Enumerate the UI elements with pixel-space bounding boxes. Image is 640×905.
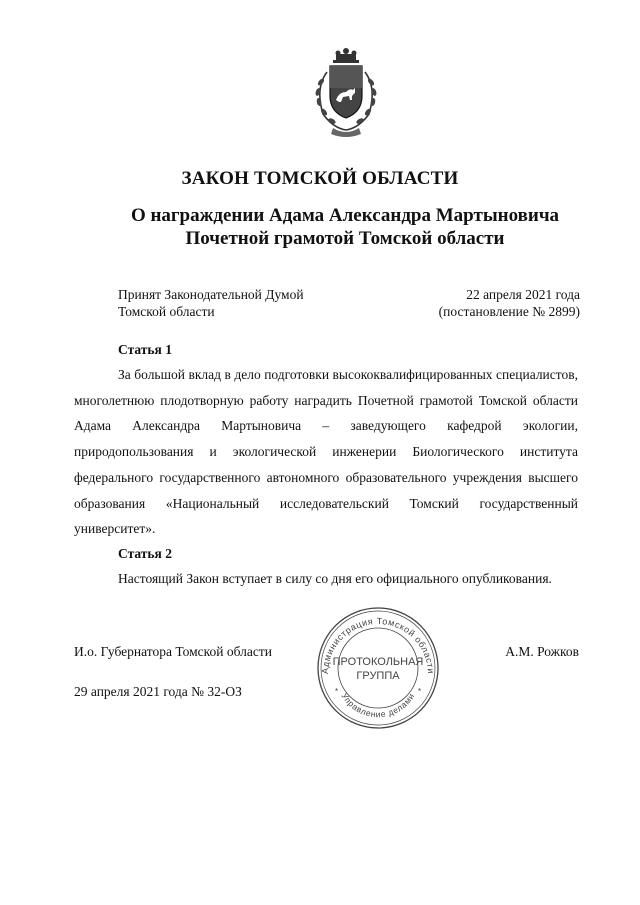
- svg-text:*: *: [418, 687, 422, 696]
- adoption-date-block: [439, 286, 580, 320]
- adoption-date: 22 апреля 2021 года: [466, 287, 580, 302]
- article-2-heading: Статья 2: [118, 546, 172, 561]
- article-1-heading: Статья 1: [118, 342, 172, 357]
- svg-text:Управление делами: [339, 691, 416, 719]
- official-stamp-icon: [314, 604, 442, 732]
- signer-role: И.о. Губернатора Томской области: [74, 644, 272, 659]
- law-subtitle-line: О награждении Адама Александра Мартыновича: [130, 205, 560, 226]
- stamp-center-line: ГРУППА: [356, 670, 400, 682]
- article-1-text: За большой вклад в дело подготовки высококвалифицированных специалистов, многолетнюю плодотворную работу наградить Почетной грамотой Томской области Адама Александра Мартыновича – заведующего кафедрой экологии, природопользования и экологической инженерии Биологического института федерального государственного автономного образовательного учреждения высшего образования «Национальный исследовательский Томский государственный университет».: [74, 367, 578, 537]
- law-subtitle-line: Почетной грамотой Томской области: [185, 228, 505, 249]
- article-2-text: Настоящий Закон вступает в силу со дня его официального опубликования.: [118, 571, 552, 586]
- stamp-outer-text: Администрация Томской области: [319, 615, 437, 675]
- law-subtitle: [60, 204, 630, 250]
- resolution-number: (постановление № 2899): [438, 304, 580, 319]
- law-title: ЗАКОН ТОМСКОЙ ОБЛАСТИ: [181, 168, 459, 189]
- adopting-body-line: Принят Законодательной Думой: [118, 287, 304, 302]
- svg-text:*: *: [335, 687, 339, 696]
- stamp-center-line: ПРОТОКОЛЬНАЯ: [332, 656, 424, 668]
- adopting-body: [118, 286, 304, 320]
- coat-of-arms-icon: [303, 48, 389, 140]
- adopting-body-line: Томской области: [118, 304, 215, 319]
- signer-name: А.М. Рожков: [505, 644, 579, 659]
- law-date-number: 29 апреля 2021 года № 32-ОЗ: [74, 684, 242, 699]
- stamp-bottom-text: Управление делами: [339, 691, 417, 720]
